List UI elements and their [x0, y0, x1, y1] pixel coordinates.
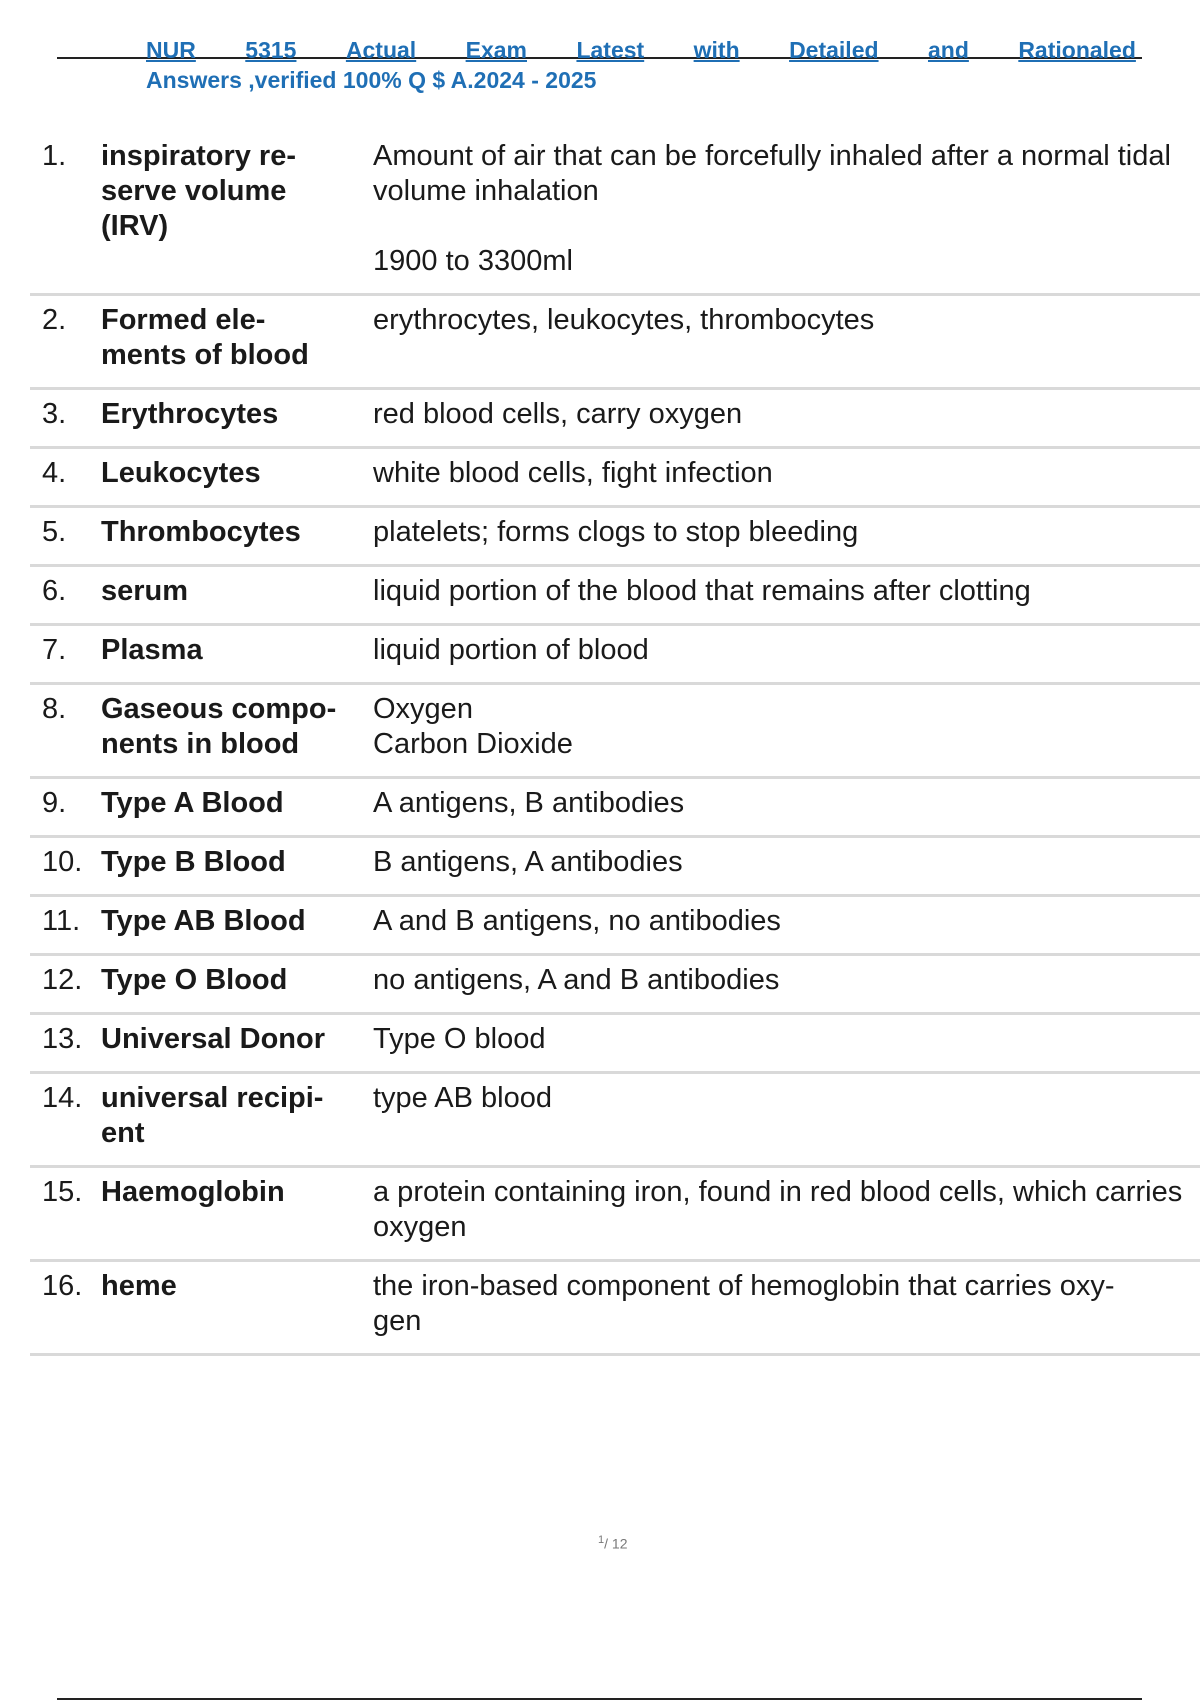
table-row	[30, 897, 1200, 956]
row-definition: red blood cells, carry oxygen	[373, 398, 743, 430]
row-number: 8.	[42, 693, 67, 725]
row-term: heme	[101, 1270, 177, 1302]
table-row	[30, 1015, 1200, 1074]
row-definition: B antigens, A antibodies	[373, 846, 683, 878]
row-definition: type AB blood	[373, 1082, 552, 1114]
table-row	[30, 838, 1200, 897]
row-term: Formed ele- ments of blood	[101, 304, 309, 371]
row-number: 16.	[42, 1270, 83, 1302]
header-title-word: and	[927, 37, 969, 62]
table-row	[30, 956, 1200, 1015]
row-term: Haemoglobin	[101, 1176, 285, 1208]
row-definition: liquid portion of the blood that remains after clotting	[373, 575, 1031, 607]
row-definition: Type O blood	[373, 1023, 546, 1055]
header-title-word: NUR	[146, 37, 196, 62]
row-definition: A and B antigens, no antibodies	[373, 905, 781, 937]
row-term: Type O Blood	[101, 964, 288, 996]
table-row	[30, 1074, 1200, 1168]
row-term: Thrombocytes	[101, 516, 301, 548]
row-number: 15.	[42, 1176, 83, 1208]
row-term: Plasma	[101, 634, 203, 666]
header-title-word: Actual	[345, 37, 417, 62]
row-term: Leukocytes	[101, 457, 261, 489]
header-title-word: Exam	[465, 37, 527, 62]
row-definition: Amount of air that can be forcefully inhaled after a normal tidal volume inhalation 1900 to 3300ml	[373, 140, 1171, 277]
row-term: Type B Blood	[101, 846, 286, 878]
table-row	[30, 779, 1200, 838]
header-title-word: 5315	[245, 37, 297, 62]
table-row	[30, 508, 1200, 567]
table-row	[30, 449, 1200, 508]
row-number: 11.	[42, 905, 81, 937]
document-header	[146, 32, 1136, 94]
page-total: / 12	[604, 1535, 628, 1552]
row-term: Gaseous compo- nents in blood	[101, 693, 337, 760]
page-number	[598, 1534, 627, 1552]
row-term: Universal Donor	[101, 1023, 325, 1055]
table-row	[30, 1262, 1200, 1356]
row-number: 6.	[42, 575, 67, 607]
row-number: 10.	[42, 846, 83, 878]
header-title-word: Latest	[576, 37, 645, 62]
qa-table	[30, 132, 1200, 1356]
page-current: 1	[598, 1534, 605, 1546]
row-number: 7.	[42, 634, 67, 666]
header-title-word: Rationaled	[1018, 37, 1136, 62]
row-definition: the iron-based component of hemoglobin that carries oxy- gen	[373, 1270, 1115, 1337]
row-definition: no antigens, A and B antibodies	[373, 964, 780, 996]
row-definition: Oxygen Carbon Dioxide	[373, 693, 573, 760]
table-row	[30, 1168, 1200, 1262]
row-definition: A antigens, B antibodies	[373, 787, 685, 819]
table-row	[30, 390, 1200, 449]
row-definition: liquid portion of blood	[373, 634, 649, 666]
table-row	[30, 685, 1200, 779]
row-term: Erythrocytes	[101, 398, 279, 430]
row-term: serum	[101, 575, 189, 607]
row-number: 3.	[42, 398, 67, 430]
row-number: 5.	[42, 516, 67, 548]
row-number: 12.	[42, 964, 83, 996]
row-number: 9.	[42, 787, 67, 819]
row-definition: erythrocytes, leukocytes, thrombocytes	[373, 304, 875, 336]
table-row	[30, 626, 1200, 685]
row-number: 1.	[42, 140, 67, 172]
row-number: 2.	[42, 304, 67, 336]
row-number: 4.	[42, 457, 67, 489]
row-term: Type AB Blood	[101, 905, 306, 937]
header-subtitle: Answers ,verified 100% Q $ A.2024 - 2025	[146, 67, 597, 93]
header-title-word: with	[693, 37, 740, 62]
row-definition: a protein containing iron, found in red blood cells, which carries oxygen	[373, 1176, 1183, 1243]
row-definition: white blood cells, fight infection	[373, 457, 773, 489]
header-title-word: Detailed	[789, 37, 879, 62]
row-term: Type A Blood	[101, 787, 284, 819]
table-row	[30, 567, 1200, 626]
table-row	[30, 296, 1200, 390]
header-title	[146, 32, 1136, 62]
table-row	[30, 132, 1200, 296]
row-number: 13.	[42, 1023, 83, 1055]
row-definition: platelets; forms clogs to stop bleeding	[373, 516, 859, 548]
row-term: inspiratory re- serve volume (IRV)	[101, 140, 296, 242]
row-term: universal recipi- ent	[101, 1082, 324, 1149]
row-number: 14.	[42, 1082, 83, 1114]
